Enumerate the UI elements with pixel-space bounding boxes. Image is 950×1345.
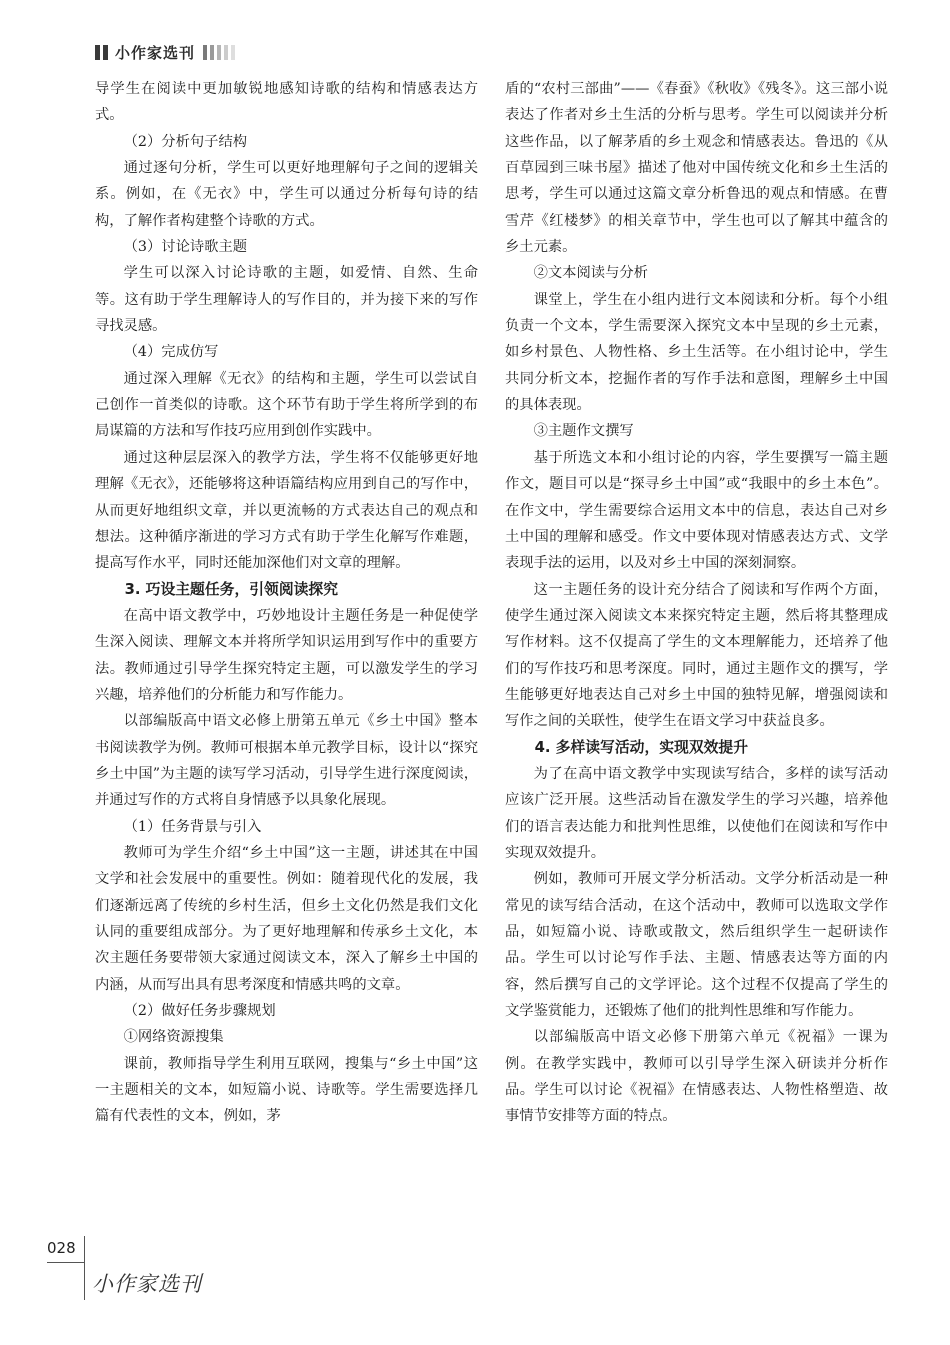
paragraph: 通过这种层层深入的教学方法，学生将不仅能够更好地理解《无衣》，还能够将这种语篇结构应用到自己的写作中，从而更好地组织文章，并以更流畅的方式表达自己的观点和想法。这种循序渐进的学习方式有助于学生化解写作难题，提高写作水平，同时还能加深他们对文章的理解。 — [95, 449, 478, 572]
paragraph: ③主题作文撰写 — [533, 423, 634, 440]
header-bar — [217, 45, 221, 60]
header-gradient-bars-icon — [203, 45, 235, 60]
paragraph: 通过深入理解《无衣》的结构和主题，学生可以尝试自己创作一首类似的诗歌。这个环节有助于学生将所学到的布局谋篇的方法和写作技巧应用到创作实践中。 — [95, 370, 478, 440]
left-column — [95, 76, 478, 1130]
paragraph: 课前，教师指导学生利用互联网，搜集与“乡土中国”这一主题相关的文本，如短篇小说、诗歌等。学生需要选择几篇有代表性的文本，例如，茅 — [95, 1055, 478, 1125]
paragraph: 以部编版高中语文必修下册第六单元《祝福》一课为例。在教学实践中，教师可以引导学生深入研读并分析作品。学生可以讨论《祝福》在情感表达、人物性格塑造、故事情节安排等方面的特点。 — [505, 1029, 888, 1125]
paragraph: 例如，教师可开展文学分析活动。文学分析活动是一种常见的读写结合活动，在这个活动中，教师可以选取文学作品，如短篇小说、诗歌或散文，然后组织学生一起研读作品。学生可以讨论写作手法、主题、情感表达等方面的内容，然后撰写自己的文学评论。这个过程不仅提高了学生的文学鉴赏能力，还锻炼了他们的批判性思维和写作能力。 — [505, 871, 888, 1020]
paragraph: 基于所选文本和小组讨论的内容，学生要撰写一篇主题作文，题目可以是“探寻乡土中国”或“我眼中的乡土本色”。在作文中，学生需要综合运用文本中的信息，表达自己对乡土中国的理解和感受。作文中要体现对情感表达方式、文学表现手法的运用，以及对乡土中国的深刻洞察。 — [505, 449, 888, 572]
paragraph: 课堂上，学生在小组内进行文本阅读和分析。每个小组负责一个文本，学生需要深入探究文本中呈现的乡土元素，如乡村景色、人物性格、乡土生活等。在小组讨论中，学生共同分析文本，挖掘作者的写作手法和意图，理解乡土中国的具体表现。 — [505, 291, 888, 414]
paragraph: （2）分析句子结构 — [123, 133, 248, 150]
paragraph: ①网络资源搜集 — [123, 1029, 224, 1046]
header-bars-icon — [95, 45, 108, 60]
section-heading: 4. 多样读写活动，实现双效提升 — [534, 738, 749, 756]
header-bar — [210, 45, 214, 60]
header-bar — [231, 45, 235, 60]
paragraph: （1）任务背景与引入 — [123, 818, 262, 835]
footer-divider — [47, 1262, 85, 1263]
footer-logo: 小作家选刊 — [92, 1272, 202, 1296]
paragraph: （3）讨论诗歌主题 — [123, 239, 248, 256]
paragraph: 通过逐句分析，学生可以更好地理解句子之间的逻辑关系。例如，在《无衣》中，学生可以通过分析每句诗的结构，了解作者构建整个诗歌的方式。 — [95, 160, 478, 229]
paragraph: ②文本阅读与分析 — [533, 265, 648, 282]
paragraph: 在高中语文教学中，巧妙地设计主题任务是一种促使学生深入阅读、理解文本并将所学知识运用到写作中的重要方法。教师通过引导学生探究特定主题，可以激发学生的学习兴趣，培养他们的分析能力和写作能力。 — [95, 607, 478, 703]
paragraph: （2）做好任务步骤规划 — [123, 1003, 276, 1020]
paragraph: 这一主题任务的设计充分结合了阅读和写作两个方面，使学生通过深入阅读文本来探究特定主题，然后将其整理成写作材料。这不仅提高了学生的文本理解能力，还培养了他们的写作技巧和思考深度。同时，通过主题作文的撰写，学生能够更好地表达自己对乡土中国的独特见解，增强阅读和写作之间的关联性，使学生在语文学习中获益良多。 — [505, 581, 888, 730]
paragraph: 为了在高中语文教学中实现读写结合，多样的读写活动应该广泛开展。这些活动旨在激发学生的学习兴趣，培养他们的语言表达能力和批判性思维，以使他们在阅读和写作中实现双效提升。 — [505, 765, 888, 861]
footer-vertical-divider — [84, 1236, 85, 1300]
page-number: 028 — [47, 1239, 76, 1257]
header-bar — [203, 45, 207, 60]
running-header — [95, 42, 235, 62]
paragraph: 学生可以深入讨论诗歌的主题，如爱情、自然、生命等。这有助于学生理解诗人的写作目的，并为接下来的写作寻找灵感。 — [95, 265, 478, 335]
section-heading: 3. 巧设主题任务，引领阅读探究 — [124, 580, 339, 598]
journal-title: 小作家选刊 — [115, 43, 196, 62]
paragraph: 以部编版高中语文必修上册第五单元《乡土中国》整本书阅读教学为例。教师可根据本单元教学目标，设计以“探究乡土中国”为主题的读写学习活动，引导学生进行深度阅读，并通过写作的方式将自身情感予以具象化展现。 — [95, 713, 478, 809]
header-bar — [224, 45, 228, 60]
paragraph: 导学生在阅读中更加敏锐地感知诗歌的结构和情感表达方式。 — [95, 81, 478, 124]
paragraph: （4）完成仿写 — [123, 344, 219, 361]
paragraph: 教师可为学生介绍“乡土中国”这一主题，讲述其在中国文学和社会发展中的重要性。例如：随着现代化的发展，我们逐渐远离了传统的乡村生活，但乡土文化仍然是我们文化认同的重要组成部分。为了更好地理解和传承乡土文化，本次主题任务要带领大家通过阅读文本，深入了解乡土中国的内涵，从而写出具有思考深度和情感共鸣的文章。 — [95, 844, 478, 993]
right-column — [505, 76, 888, 1130]
paragraph: 盾的“农村三部曲”——《春蚕》《秋收》《残冬》。这三部小说表达了作者对乡土生活的分析与思考。学生可以阅读并分析这些作品，以了解茅盾的乡土观念和情感表达。鲁迅的《从百草园到三味书屋》描述了他对中国传统文化和乡土生活的思考，学生可以通过这篇文章分析鲁迅的观点和情感。在曹雪芹《红楼梦》的相关章节中，学生也可以了解其中蕴含的乡土元素。 — [505, 81, 888, 256]
